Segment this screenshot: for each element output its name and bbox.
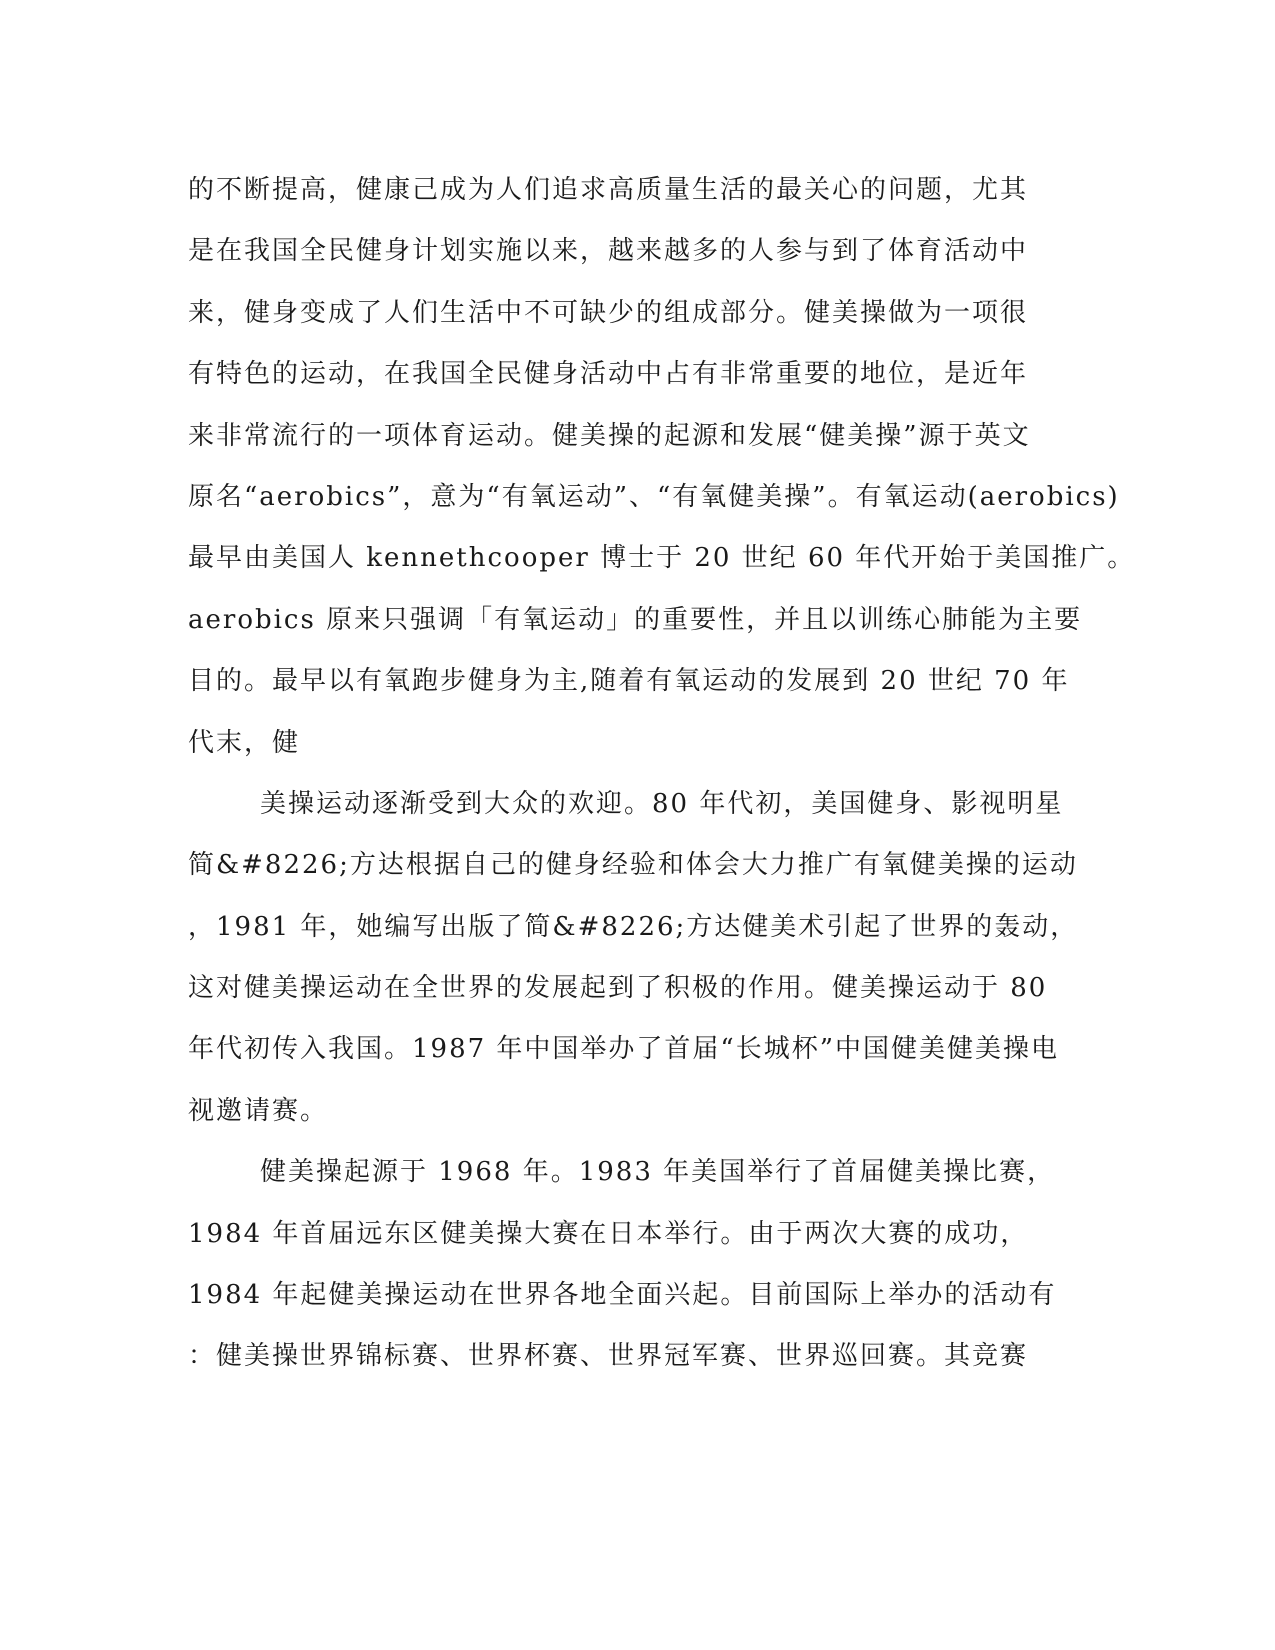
- text-line: ，1981 年，她编写出版了简&#8226;方达健美术引起了世界的轰动，: [188, 911, 1079, 942]
- text-line: 是在我国全民健身计划实施以来，越来越多的人参与到了体育活动中: [188, 236, 1029, 267]
- text-line: 健美操起源于 1968 年。1983 年美国举行了首届健美操比赛，: [260, 1157, 1056, 1188]
- text-line: 这对健美操运动在全世界的发展起到了积极的作用。健美操运动于 80: [188, 973, 1048, 1004]
- text-line: 1984 年首届远东区健美操大赛在日本举行。由于两次大赛的成功，: [188, 1218, 1029, 1249]
- text-line: 有特色的运动，在我国全民健身活动中占有非常重要的地位，是近年: [188, 359, 1029, 390]
- text-line: 视邀请赛。: [188, 1095, 329, 1126]
- text-line: aerobics 原来只强调「有氧运动」的重要性，并且以训练心肺能为主要: [188, 604, 1083, 635]
- text-line: 的不断提高，健康己成为人们追求高质量生活的最关心的问题，尤其: [188, 175, 1029, 205]
- paragraph-2: [188, 774, 1088, 1142]
- text-line: 目的。最早以有氧跑步健身为主,随着有氧运动的发展到 20 世纪 70 年: [188, 666, 1070, 697]
- text-line: 最早由美国人 kennethcooper 博士于 20 世纪 60 年代开始于美国推广。: [188, 543, 1136, 574]
- text-line: 简&#8226;方达根据自己的健身经验和体会大力推广有氧健美操的运动: [188, 850, 1078, 881]
- paragraph-3: [188, 1142, 1088, 1388]
- text-line: 来，健身变成了人们生活中不可缺少的组成部分。健美操做为一项很: [188, 297, 1029, 328]
- body-text: [188, 160, 1136, 1388]
- text-line: 原名“aerobics”，意为“有氧运动”、“有氧健美操”。有氧运动(aerobics): [188, 481, 1120, 512]
- text-line: 代末，健: [188, 727, 301, 758]
- text-line: ：健美操世界锦标赛、世界杯赛、世界冠军赛、世界巡回赛。其竞赛: [188, 1341, 1029, 1372]
- text-line: 1984 年起健美操运动在世界各地全面兴起。目前国际上举办的活动有: [188, 1280, 1057, 1311]
- paragraph-1: [188, 160, 1136, 774]
- text-line: 美操运动逐渐受到大众的欢迎。80 年代初，美国健身、影视明星: [260, 788, 1064, 819]
- text-line: 年代初传入我国。1987 年中国举办了首届“长城杯”中国健美健美操电: [188, 1034, 1060, 1065]
- text-line: 来非常流行的一项体育运动。健美操的起源和发展“健美操”源于英文: [188, 420, 1031, 451]
